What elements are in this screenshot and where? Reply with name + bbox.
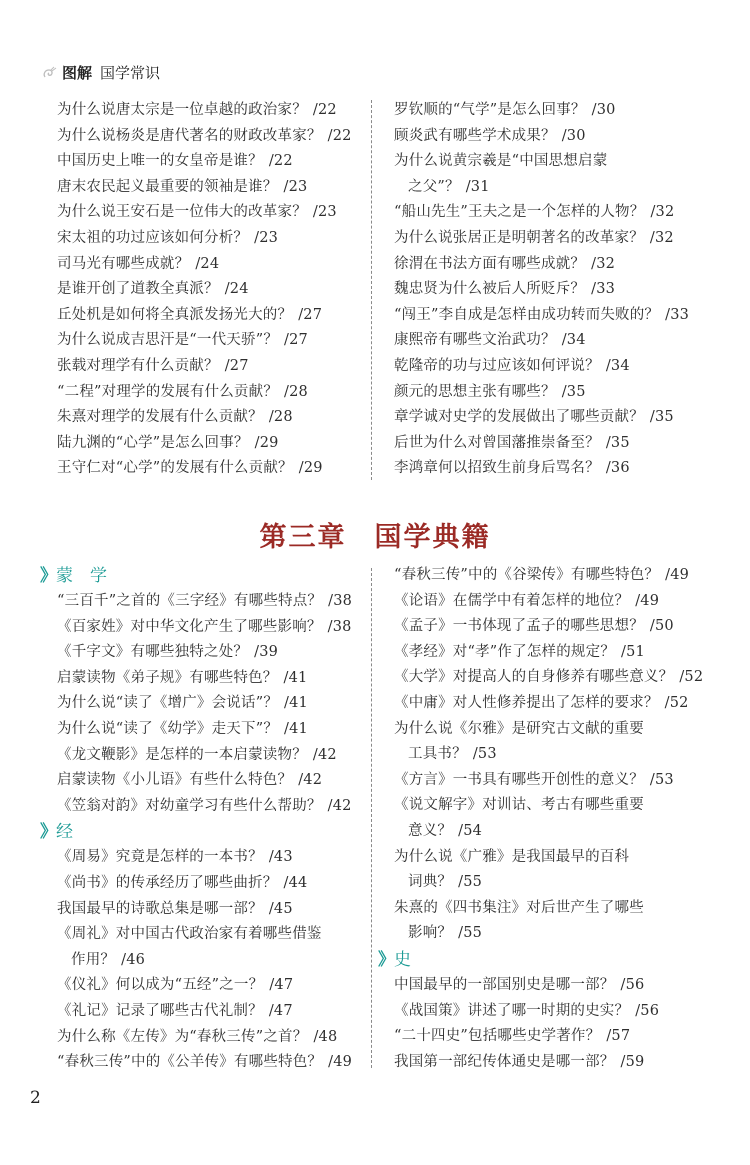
toc-entry-continuation[interactable] bbox=[394, 175, 689, 201]
toc-entry-page: /32 bbox=[650, 204, 675, 221]
toc-entry-continuation[interactable] bbox=[57, 948, 352, 974]
toc-entry[interactable] bbox=[57, 226, 352, 252]
toc-entry[interactable] bbox=[394, 793, 703, 819]
chapter-number: 第三章 bbox=[259, 522, 347, 553]
toc-entry-title: 为什么说成吉思汗是“一代天骄”？ bbox=[57, 332, 279, 349]
toc-entry-title: 《龙文鞭影》是怎样的一本启蒙读物？ bbox=[57, 746, 307, 763]
toc-entry-page: /28 bbox=[268, 409, 293, 426]
toc-entry-title: “二程”对理学的发展有什么贡献？ bbox=[57, 383, 279, 400]
toc-entry-title: 意义？ bbox=[408, 822, 453, 839]
toc-entry-page: /45 bbox=[268, 900, 293, 917]
toc-entry[interactable] bbox=[57, 175, 352, 201]
toc-entry[interactable] bbox=[394, 845, 703, 871]
toc-entry[interactable] bbox=[394, 277, 689, 303]
toc-entry-page: /31 bbox=[465, 178, 490, 195]
toc-entry-page: /23 bbox=[283, 178, 308, 195]
toc-entry[interactable] bbox=[394, 999, 703, 1025]
toc-entry-page: /35 bbox=[605, 434, 630, 451]
book-title-prefix: 图解 bbox=[62, 64, 93, 82]
toc-entry[interactable] bbox=[57, 691, 352, 717]
toc-entry-title: 作用？ bbox=[71, 951, 116, 968]
toc-entry[interactable] bbox=[394, 691, 703, 717]
toc-entry-title: “船山先生”王夫之是一个怎样的人物？ bbox=[394, 204, 645, 221]
toc-entry-page: /30 bbox=[561, 127, 586, 144]
toc-entry[interactable] bbox=[57, 1050, 352, 1076]
toc-entry[interactable] bbox=[57, 431, 352, 457]
toc-entry-page: /52 bbox=[664, 694, 689, 711]
toc-entry[interactable] bbox=[57, 717, 352, 743]
toc-entry[interactable] bbox=[57, 743, 352, 769]
toc-entry-page: /49 bbox=[635, 592, 660, 609]
toc-entry-title: 词典？ bbox=[408, 874, 453, 891]
toc-entry[interactable] bbox=[57, 277, 352, 303]
toc-entry-title: 为什么说王安石是一位伟大的改革家？ bbox=[57, 204, 307, 221]
toc-entry-page: /29 bbox=[298, 460, 323, 477]
toc-entry-page: /38 bbox=[327, 618, 352, 635]
toc-entry-page: /48 bbox=[313, 1028, 338, 1045]
toc-entry[interactable] bbox=[57, 405, 352, 431]
toc-entry-page: /56 bbox=[635, 1002, 660, 1019]
toc-entry-title: 陆九渊的“心学”是怎么回事？ bbox=[57, 434, 249, 451]
toc-entry[interactable] bbox=[57, 149, 352, 175]
section-heading-shi[interactable] bbox=[378, 947, 703, 973]
toc-entry[interactable] bbox=[57, 328, 352, 354]
toc-entry-page: /28 bbox=[284, 383, 308, 400]
toc-entry-title: 《周易》究竟是怎样的一本书？ bbox=[57, 849, 263, 866]
toc-entry-title: 《孟子》一书体现了孟子的哪些思想？ bbox=[394, 618, 644, 635]
toc-entry-page: /35 bbox=[561, 383, 586, 400]
toc-entry-page: /47 bbox=[269, 977, 294, 994]
toc-entry-page: /32 bbox=[591, 255, 616, 272]
toc-entry[interactable] bbox=[394, 405, 689, 431]
toc-entry[interactable] bbox=[57, 666, 352, 692]
toc-entry-page: /22 bbox=[312, 102, 337, 118]
toc-entry-title: 为什么说《广雅》是我国最早的百科 bbox=[394, 848, 630, 865]
double-chevron-icon: 》 bbox=[378, 949, 392, 970]
toc-entry-title: 我国第一部纪传体通史是哪一部？ bbox=[394, 1053, 615, 1070]
section-heading-mengxue[interactable] bbox=[40, 563, 352, 589]
toc-entry-title: 李鸿章何以招致生前身后骂名？ bbox=[394, 460, 600, 477]
toc-entry[interactable] bbox=[394, 380, 689, 406]
toc-entry-page: /49 bbox=[328, 1054, 353, 1071]
toc-entry[interactable] bbox=[394, 328, 689, 354]
toc-entry-page: /55 bbox=[458, 874, 483, 891]
toc-entry-page: /55 bbox=[458, 925, 483, 942]
toc-entry-page: /30 bbox=[591, 102, 616, 118]
double-chevron-icon: 》 bbox=[40, 822, 54, 843]
toc-entry-page: /47 bbox=[268, 1002, 293, 1019]
section-label: 经 bbox=[56, 822, 73, 843]
toc-entry-page: /27 bbox=[298, 306, 323, 323]
chapter-heading bbox=[0, 515, 750, 554]
toc-entry-page: /44 bbox=[283, 874, 308, 891]
toc-entry-title: “春秋三传”中的《公羊传》有哪些特色？ bbox=[57, 1054, 323, 1071]
toc-entry-title: 《百家姓》对中华文化产生了哪些影响？ bbox=[57, 618, 322, 635]
section-heading-jing[interactable] bbox=[40, 819, 352, 845]
toc-entry[interactable] bbox=[394, 124, 689, 150]
toc-entry-title: 唐末农民起义最重要的领袖是谁？ bbox=[57, 178, 278, 195]
toc-entry[interactable] bbox=[57, 98, 352, 124]
toc-entry-page: /38 bbox=[328, 593, 353, 609]
toc-entry-page: /39 bbox=[254, 644, 279, 661]
page-number: 2 bbox=[30, 1088, 41, 1108]
toc-entry[interactable] bbox=[57, 615, 352, 641]
column-divider-bottom bbox=[371, 568, 372, 1068]
toc-entry-title: 丘处机是如何将全真派发扬光大的？ bbox=[57, 306, 293, 323]
toc-entry-page: /52 bbox=[679, 669, 704, 686]
toc-entry-page: /32 bbox=[649, 229, 674, 246]
toc-entry-page: /41 bbox=[284, 720, 308, 737]
toc-top-left-column bbox=[57, 98, 352, 482]
toc-entry-title: 《千字文》有哪些独特之处？ bbox=[57, 644, 249, 661]
toc-entry-title: “春秋三传”中的《谷梁传》有哪些特色？ bbox=[394, 567, 660, 583]
toc-entry-title: 我国最早的诗歌总集是哪一部？ bbox=[57, 900, 263, 917]
toc-entry-page: /23 bbox=[254, 229, 279, 246]
toc-entry-page: /54 bbox=[458, 822, 483, 839]
toc-entry-page: /50 bbox=[649, 618, 674, 635]
toc-entry-title: 王守仁对“心学”的发展有什么贡献？ bbox=[57, 460, 293, 477]
toc-entry-title: 《礼记》记录了哪些古代礼制？ bbox=[57, 1002, 263, 1019]
section-label: 蒙 学 bbox=[56, 566, 107, 586]
toc-entry-page: /43 bbox=[268, 849, 293, 866]
toc-entry-title: 为什么说张居正是明朝著名的改革家？ bbox=[394, 229, 644, 246]
toc-entry[interactable] bbox=[394, 973, 703, 999]
toc-entry[interactable] bbox=[394, 98, 689, 124]
toc-entry[interactable] bbox=[57, 252, 352, 278]
toc-entry[interactable] bbox=[394, 252, 689, 278]
toc-entry-page: /53 bbox=[472, 746, 497, 763]
toc-bottom-right-column bbox=[378, 563, 703, 1075]
toc-entry[interactable] bbox=[57, 124, 352, 150]
toc-entry-title: 朱熹的《四书集注》对后世产生了哪些 bbox=[394, 899, 644, 916]
toc-entry[interactable] bbox=[57, 380, 352, 406]
toc-entry-title: 《论语》在儒学中有着怎样的地位？ bbox=[394, 592, 630, 609]
toc-top-right-column bbox=[394, 98, 689, 482]
toc-entry[interactable] bbox=[394, 200, 689, 226]
toc-entry-continuation[interactable] bbox=[394, 870, 703, 896]
toc-entry[interactable] bbox=[57, 999, 352, 1025]
toc-entry[interactable] bbox=[394, 1050, 703, 1076]
toc-entry-page: /42 bbox=[327, 797, 352, 814]
toc-entry-page: /23 bbox=[312, 204, 337, 221]
toc-entry-title: 为什么说黄宗羲是“中国思想启蒙 bbox=[394, 153, 608, 170]
toc-entry-page: /41 bbox=[283, 669, 308, 686]
toc-entry-title: 为什么说《尔雅》是研究古文献的重要 bbox=[394, 720, 644, 737]
toc-entry-title: “二十四史”包括哪些史学著作？ bbox=[394, 1028, 601, 1045]
book-title: 国学常识 bbox=[100, 64, 161, 82]
toc-entry[interactable] bbox=[57, 897, 352, 923]
toc-entry-title: 为什么说杨炎是唐代著名的财政改革家？ bbox=[57, 127, 322, 144]
toc-entry[interactable] bbox=[394, 665, 703, 691]
toc-entry-title: 《笠翁对韵》对幼童学习有些什么帮助？ bbox=[57, 797, 322, 814]
toc-entry-page: /22 bbox=[327, 127, 352, 144]
toc-entry-title: 《说文解字》对训诂、考古有哪些重要 bbox=[394, 797, 644, 814]
toc-entry-title: 启蒙读物《弟子规》有哪些特色？ bbox=[57, 669, 278, 686]
toc-entry-title: “闯王”李自成是怎样由成功转而失败的？ bbox=[394, 306, 660, 323]
toc-entry-page: /34 bbox=[605, 357, 630, 374]
toc-entry-page: /27 bbox=[284, 332, 308, 349]
toc-entry-title: 章学诚对史学的发展做出了哪些贡献？ bbox=[394, 409, 644, 426]
toc-entry-title: 《尚书》的传承经历了哪些曲折？ bbox=[57, 874, 278, 891]
toc-entry[interactable] bbox=[57, 303, 352, 329]
toc-entry-page: /34 bbox=[561, 332, 586, 349]
toc-entry-continuation[interactable] bbox=[394, 819, 703, 845]
toc-entry-title: 是谁开创了道教全真派？ bbox=[57, 281, 219, 298]
toc-entry[interactable] bbox=[394, 149, 689, 175]
toc-entry[interactable] bbox=[394, 303, 689, 329]
double-chevron-icon: 》 bbox=[40, 566, 54, 586]
toc-entry-title: 中国最早的一部国别史是哪一部？ bbox=[394, 976, 615, 993]
toc-entry[interactable] bbox=[57, 768, 352, 794]
toc-entry-title: 为什么称《左传》为“春秋三传”之首？ bbox=[57, 1028, 308, 1045]
toc-entry[interactable] bbox=[394, 768, 703, 794]
toc-entry-page: /33 bbox=[591, 281, 616, 298]
toc-entry-title: 《大学》对提高人的自身修养有哪些意义？ bbox=[394, 669, 674, 686]
toc-entry-page: /46 bbox=[121, 951, 146, 968]
toc-entry-page: /35 bbox=[649, 409, 674, 426]
toc-entry[interactable] bbox=[394, 717, 703, 743]
toc-entry-page: /57 bbox=[606, 1028, 631, 1045]
toc-entry-page: /24 bbox=[224, 281, 249, 298]
toc-entry[interactable] bbox=[57, 589, 352, 615]
toc-entry[interactable] bbox=[57, 640, 352, 666]
toc-entry-title: 徐渭在书法方面有哪些成就？ bbox=[394, 255, 586, 272]
toc-entry[interactable] bbox=[57, 354, 352, 380]
toc-entry-page: /42 bbox=[312, 746, 337, 763]
toc-entry[interactable] bbox=[57, 794, 352, 820]
toc-entry-title: 颜元的思想主张有哪些？ bbox=[394, 383, 556, 400]
toc-entry[interactable] bbox=[394, 614, 703, 640]
toc-entry-title: 张载对理学有什么贡献？ bbox=[57, 357, 219, 374]
toc-bottom-left-column bbox=[40, 563, 352, 1076]
toc-entry[interactable] bbox=[394, 431, 689, 457]
toc-entry-title: 《方言》一书具有哪些开创性的意义？ bbox=[394, 771, 644, 788]
toc-entry-title: 《周礼》对中国古代政治家有着哪些借鉴 bbox=[57, 926, 322, 943]
toc-entry[interactable] bbox=[57, 871, 352, 897]
toc-entry-page: /36 bbox=[605, 460, 630, 477]
snail-logo-icon bbox=[42, 65, 58, 81]
toc-entry[interactable] bbox=[57, 1025, 352, 1051]
toc-entry-page: /53 bbox=[649, 771, 674, 788]
toc-entry-title: 宋太祖的功过应该如何分析？ bbox=[57, 229, 249, 246]
toc-entry-page: /41 bbox=[284, 695, 308, 712]
toc-entry-title: 工具书？ bbox=[408, 746, 467, 763]
toc-entry-title: 影响？ bbox=[408, 925, 453, 942]
toc-entry-title: 《孝经》对“孝”作了怎样的规定？ bbox=[394, 643, 616, 660]
toc-entry-title: 为什么说唐太宗是一位卓越的政治家？ bbox=[57, 102, 307, 118]
toc-entry-title: 为什么说“读了《增广》会说话”？ bbox=[57, 695, 279, 712]
toc-entry[interactable] bbox=[57, 456, 352, 482]
toc-entry[interactable] bbox=[394, 640, 703, 666]
toc-entry-page: /42 bbox=[298, 772, 323, 789]
toc-entry[interactable] bbox=[394, 226, 689, 252]
toc-entry-title: “三百千”之首的《三字经》有哪些特点？ bbox=[57, 593, 323, 609]
toc-entry-title: 为什么说“读了《幼学》走天下”？ bbox=[57, 720, 279, 737]
toc-entry-page: /59 bbox=[620, 1053, 645, 1070]
toc-entry-title: 乾隆帝的功与过应该如何评说？ bbox=[394, 357, 600, 374]
toc-entry-page: /22 bbox=[268, 153, 293, 170]
toc-entry[interactable] bbox=[394, 354, 689, 380]
toc-entry[interactable] bbox=[394, 456, 689, 482]
toc-entry-title: 康熙帝有哪些文治武功？ bbox=[394, 332, 556, 349]
toc-entry[interactable] bbox=[394, 563, 703, 589]
toc-entry[interactable] bbox=[394, 589, 703, 615]
toc-entry-title: 魏忠贤为什么被后人所贬斥？ bbox=[394, 281, 586, 298]
toc-entry-page: /49 bbox=[665, 567, 690, 583]
chapter-title: 国学典籍 bbox=[374, 522, 491, 553]
toc-entry-title: 《战国策》讲述了哪一时期的史实？ bbox=[394, 1002, 630, 1019]
column-divider-top bbox=[371, 100, 372, 480]
running-header bbox=[42, 62, 160, 83]
toc-entry-continuation[interactable] bbox=[394, 921, 703, 947]
toc-entry-title: 罗钦顺的“气学”是怎么回事？ bbox=[394, 102, 586, 118]
toc-entry-title: 之父”？ bbox=[408, 178, 460, 195]
toc-entry-title: 顾炎武有哪些学术成果？ bbox=[394, 127, 556, 144]
toc-entry-title: 司马光有哪些成就？ bbox=[57, 255, 190, 272]
toc-entry-page: /27 bbox=[224, 357, 249, 374]
toc-entry-title: 中国历史上唯一的女皇帝是谁？ bbox=[57, 153, 263, 170]
toc-entry-title: 朱熹对理学的发展有什么贡献？ bbox=[57, 409, 263, 426]
toc-entry-page: /33 bbox=[665, 306, 690, 323]
toc-entry[interactable] bbox=[57, 922, 352, 948]
toc-entry-page: /56 bbox=[620, 976, 645, 993]
toc-entry-title: 《仪礼》何以成为“五经”之一？ bbox=[57, 977, 264, 994]
toc-entry-title: 后世为什么对曾国藩推崇备至？ bbox=[394, 434, 600, 451]
toc-entry[interactable] bbox=[57, 200, 352, 226]
toc-entry[interactable] bbox=[394, 1024, 703, 1050]
toc-entry-title: 启蒙读物《小儿语》有些什么特色？ bbox=[57, 772, 293, 789]
section-label: 史 bbox=[394, 949, 411, 970]
toc-entry[interactable] bbox=[394, 896, 703, 922]
toc-entry[interactable] bbox=[57, 845, 352, 871]
toc-entry-page: /29 bbox=[254, 434, 279, 451]
toc-entry-title: 《中庸》对人性修养提出了怎样的要求？ bbox=[394, 694, 659, 711]
toc-entry-page: /24 bbox=[195, 255, 220, 272]
toc-entry-continuation[interactable] bbox=[394, 742, 703, 768]
toc-entry-page: /51 bbox=[621, 643, 645, 660]
toc-entry[interactable] bbox=[57, 973, 352, 999]
